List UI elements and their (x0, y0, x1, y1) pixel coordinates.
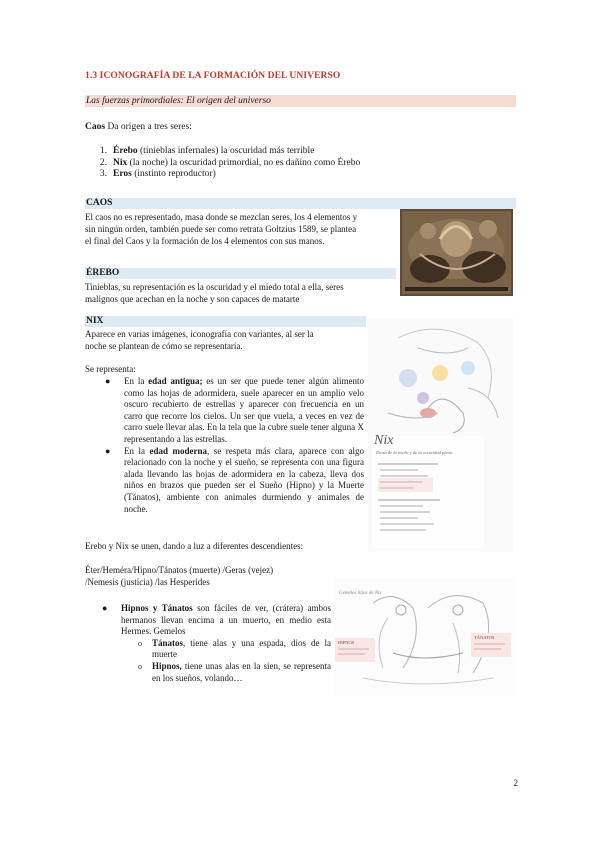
nix-title: NIX (86, 316, 104, 326)
hipnos-label: HIPNOS (338, 640, 355, 645)
caos-title: CAOS (86, 198, 113, 208)
caos-intro (85, 121, 192, 133)
tanatos-label: TÁNATOS (474, 635, 495, 640)
erebo-title: ÉREBO (86, 268, 120, 278)
nix-bullet: ● En la edad moderna, se respeta más clara, aparece con algo relacionado con la noche y el sueño, se representa con una figura alada llevando las hojas de adormidera en la cabeza, lleva dos niños en brazos que pueden ser el Sueño (Hipno) y la Muerte (Tánatos), ambiente con animales durmiendo y animales de noche. (105, 445, 364, 514)
descendientes-list: Éter/Heméra/Hipno/Tánatos (muerte) /Geras (vejez) /Nemesis (justicia) /las Hesperides (85, 565, 274, 587)
nix-se-representa: Se representa: (85, 364, 136, 374)
erebo-title-band (85, 268, 396, 279)
goltzius-engraving-image (400, 209, 513, 296)
nix-title-text: Nix (374, 433, 394, 448)
origin-item: 1. Érebo (tinieblas infernales) la oscuridad más terrible (99, 146, 315, 156)
subheading-band (85, 95, 516, 107)
section-heading: 1.3 ICONOGRAFÍA DE LA FORMACIÓN DEL UNIVERSO (85, 71, 341, 81)
nix-subtitle-text: Diosa de la noche y de la oscuridad plena (376, 450, 452, 455)
page-number: 2 (513, 778, 518, 788)
erebo-text: Tinieblas, su representación es la oscuridad y el miedo total a ella, seres malignos que acechan en la noche y son capaces de matarte (85, 282, 344, 304)
gemelos-item: ● Hipnos y Tánatos son fáciles de ver, (crátera) ambos hermanos llevan encima a un muerto, en medio esta Hermes. Gemelos o Tánatos, tiene alas y una espada, dios de la muerte o Hipnos, tiene unas alas en la sien, se representa en los sueños, volando… (102, 603, 331, 683)
subheading: Las fuerzas primordiales: El origen del universo (86, 96, 271, 106)
caos-intro-bold: Caos (85, 122, 106, 132)
caos-text: El caos no es representado, masa donde se mezclan seres, los 4 elementos y sin ningún orden, también puede ser como retrata Goltzius 1589, se plantea el final del Caos y la formación de los 4 elementos con sus manos. (85, 212, 358, 246)
nix-bullet: ● En la edad antigua; es un ser que puede tener algún alimento como las hojas de adormidera, suele aparecer en un amplio velo oscuro recubierto de estrellas y aparecer con frecuencia en un carro que recorre los cielos. Un ser que vuela, a veces en vez de carro suele llevar alas. En la tela que la cubre suele tener alguna X representando a las estrellas. (105, 376, 365, 444)
origin-item: 3. Eros (instinto reproductor) (99, 169, 216, 179)
hipnos-tanatos-sketch-image (333, 578, 513, 696)
caos-intro-rest: Da origen a tres seres: (105, 122, 192, 132)
origins-list (85, 146, 360, 181)
nix-text: Aparece en varias imágenes, iconografía con variantes, al ser la noche se plantean de cómo se representaría. (85, 329, 314, 351)
origin-item: 2. Nix (la noche) la oscuridad primordial, no es dañino como Érebo (99, 157, 361, 168)
nix-title-band (85, 316, 366, 327)
hipnos-item: o Hipnos, tiene unas alas en la sien, se representa en los sueños, volando… (138, 660, 331, 683)
descendientes-intro: Erebo y Nix se unen, dando a luz a diferentes descendientes: (85, 541, 304, 551)
twins-caption-text: Gemelos hijos de Nix (339, 591, 382, 596)
caos-title-band (85, 198, 516, 209)
nix-sketch-image (368, 318, 514, 552)
tanatos-item: o Tánatos, tiene alas y una espada, dios de la muerte (138, 637, 331, 660)
gemelos-list (95, 603, 331, 684)
nix-bullets (98, 376, 364, 515)
